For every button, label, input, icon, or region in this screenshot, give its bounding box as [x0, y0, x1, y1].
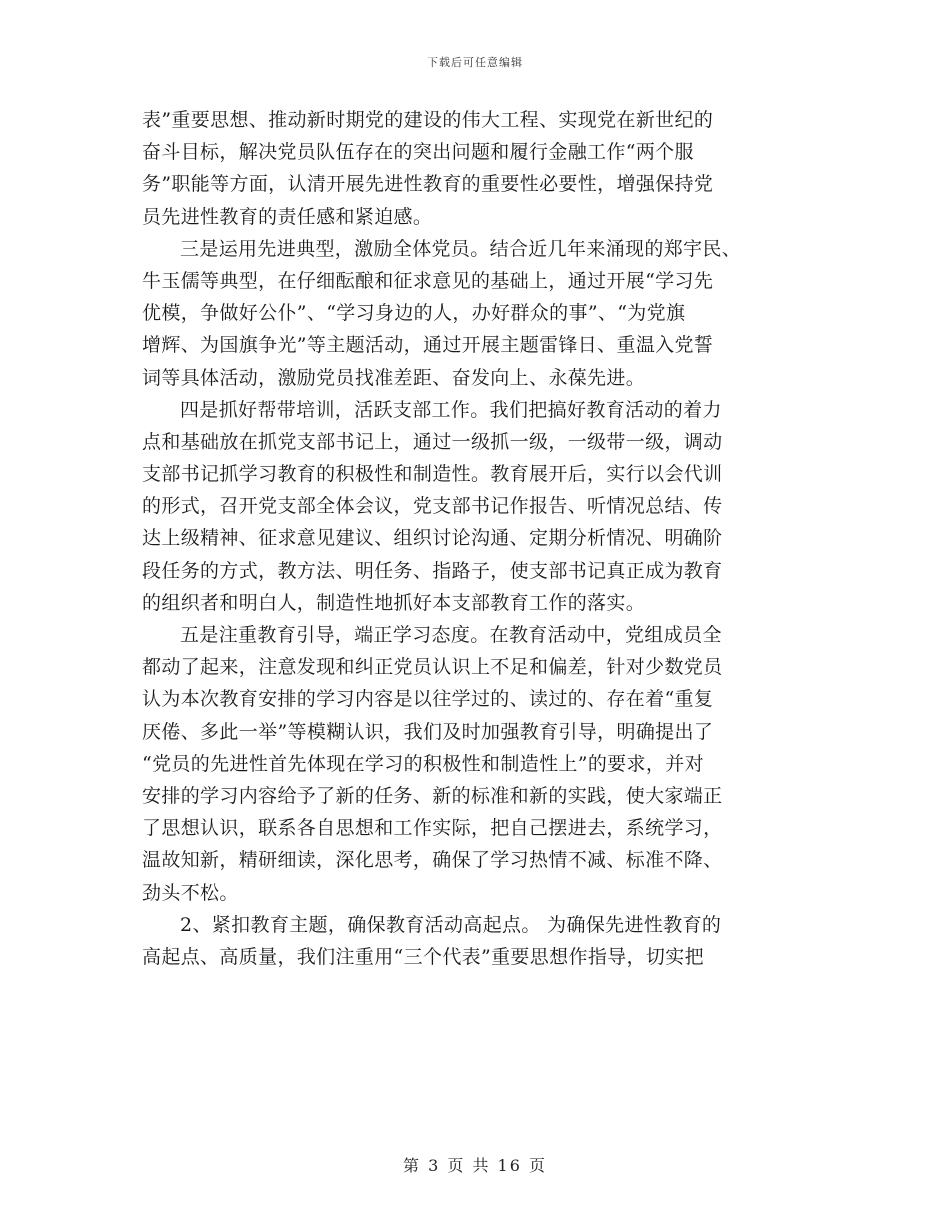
text-line: 安排的学习内容给予了新的任务、新的标准和新的实践，使大家端正: [142, 784, 723, 807]
text-line: 都动了起来，注意发现和纠正党员认识上不足和偏差，针对少数党员: [142, 656, 723, 679]
text-line: 达上级精神、征求意见建议、组织讨论沟通、定期分析情况、明确阶: [142, 527, 723, 550]
text-line: 段任务的方式，教方法、明任务、指路子，使支部书记真正成为教育: [142, 559, 723, 582]
page-number-footer: 第 3 页 共 16 页: [403, 1156, 547, 1175]
text-line: 了思想认识，联系各自思想和工作实际，把自己摆进去，系统学习，: [142, 817, 723, 840]
text-line: 温故知新，精研细读，深化思考，确保了学习热情不减、标准不降、: [142, 849, 723, 872]
text-line: 优模，争做好公仆”、“学习身边的人，办好群众的事”、“为党旗: [142, 302, 686, 325]
text-line: 高起点、高质量，我们注重用“三个代表”重要思想作指导，切实把: [142, 945, 704, 968]
text-line: 词等具体活动，激励党员找准差距、奋发向上、永葆先进。: [142, 366, 646, 389]
text-line: 2、紧扣教育主题，确保教育活动高起点。 为确保先进性教育的: [180, 913, 722, 936]
text-line: 四是抓好帮带培训，活跃支部工作。我们把搞好教育活动的着力: [180, 398, 722, 421]
text-line: 劲头不松。: [142, 881, 239, 904]
text-line: 的形式，召开党支部全体会议，党支部书记作报告、听情况总结、传: [142, 495, 723, 518]
text-line: 认为本次教育安排的学习内容是以往学过的、读过的、存在着“重复: [142, 688, 714, 711]
text-line: 支部书记抓学习教育的积极性和制造性。教育展开后，实行以会代训: [142, 463, 723, 486]
text-line: “党员的先进性首先体现在学习的积极性和制造性上”的要求，并对: [142, 752, 704, 775]
document-body: [142, 104, 802, 973]
text-line: 牛玉儒等典型，在仔细酝酿和征求意见的基础上，通过开展“学习先: [142, 269, 714, 292]
text-line: 点和基础放在抓党支部书记上，通过一级抓一级，一级带一级，调动: [142, 430, 723, 453]
text-line: 奋斗目标，解决党员队伍存在的突出问题和履行金融工作“两个服: [142, 141, 694, 164]
text-line: 表”重要思想、推动新时期党的建设的伟大工程、实现党在新世纪的: [142, 109, 714, 131]
text-line: 增辉、为国旗争光”等主题活动，通过开展主题雷锋日、重温入党誓: [142, 334, 714, 357]
text-line: 的组织者和明白人，制造性地抓好本支部教育工作的落实。: [142, 591, 646, 614]
text-line: 员先进性教育的责任感和紧迫感。: [142, 205, 433, 228]
text-line: 厌倦、多此一举”等模糊认识，我们及时加强教育引导，明确提出了: [142, 720, 714, 743]
text-line: 务”职能等方面，认清开展先进性教育的重要性必要性，增强保持党: [142, 173, 714, 196]
page-header: 下载后可任意编辑: [427, 56, 523, 69]
text-line: 五是注重教育引导，端正学习态度。在教育活动中，党组成员全: [180, 624, 722, 646]
text-line: 三是运用先进典型，激励全体党员。结合近几年来涌现的郑宇民、: [180, 237, 742, 260]
